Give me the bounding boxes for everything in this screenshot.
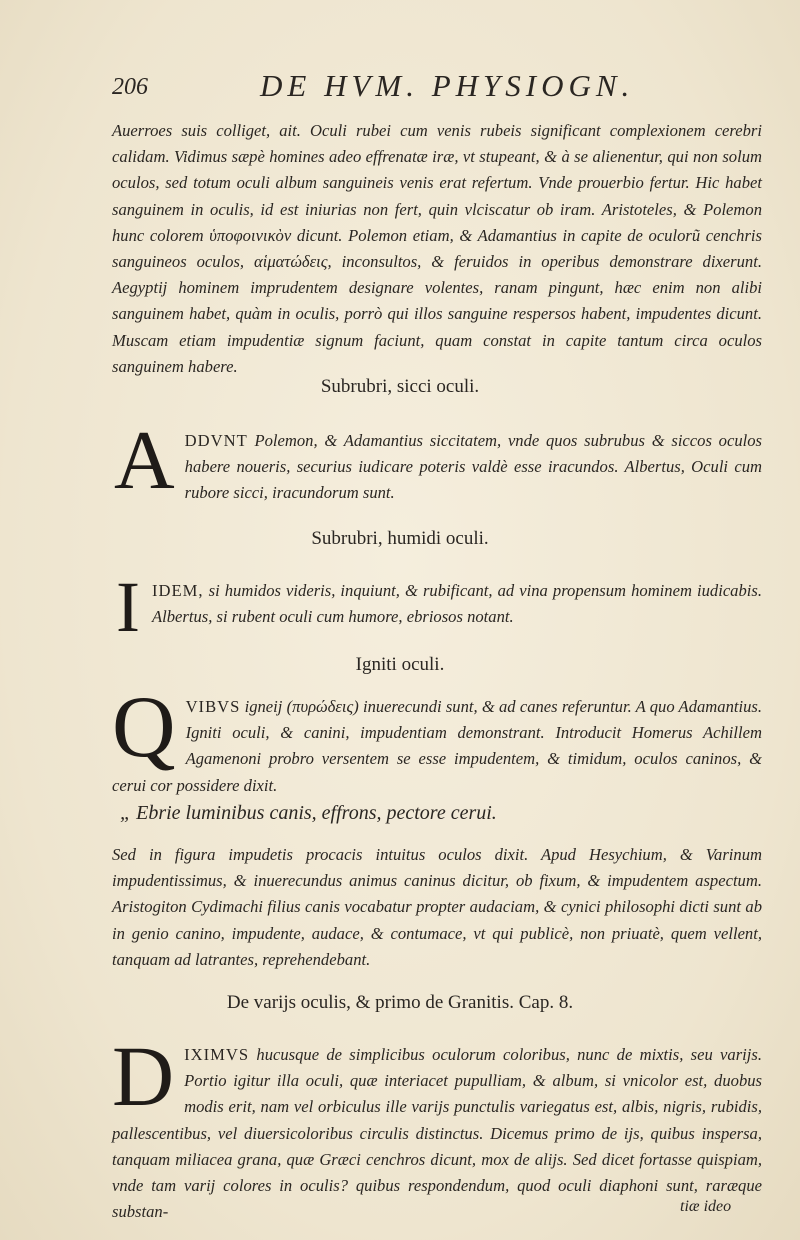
- initial-word: VIBVS: [185, 697, 241, 716]
- section-paragraph: [112, 567, 762, 647]
- section-heading: Subrubri, sicci oculi.: [320, 376, 480, 397]
- verse-quotation: „ Ebrie luminibus canis, effrons, pectore cerui.: [120, 802, 497, 824]
- drop-cap: I: [116, 567, 140, 647]
- section-paragraph: [112, 679, 762, 799]
- section-heading: Subrubri, humidi oculi.: [311, 528, 489, 549]
- section-body: si humidos videris, inquiunt, & rubificant, ad vina propensum hominem iudicabis. Albertus, si rubent oculi cum humore, ebriosos notant.: [151, 581, 762, 627]
- initial-word: IDEM,: [151, 581, 204, 600]
- page-number: 206: [112, 74, 148, 100]
- drop-cap: D: [112, 1028, 175, 1124]
- chapter-body: hucusque de simplicibus oculorum coloribus, nunc de mixtis, seu varijs. Portio igitur illa oculi, quæ interiacet pupulliam, & album, si vnicolor est, duobus modis erit, nam vel orbiculus ille varijs punctulis variegatus est, albis, nigris, rubidis, pallescentibus, vel diuersicoloribus circulis distinctus. Dicemus primo de ijs, quibus inspersa, tanquam miliacea grana, quæ Græci cenchros dicunt, mox de alijs. Sed dicet fortasse quispiam, vnde tam varij colores in oculis? quibus respondendum, quod oculi diaphoni sunt, raræque substan-: [112, 1045, 762, 1222]
- section-paragraph: [112, 414, 762, 507]
- paragraph-after-quote: Sed in figura impudetis procacis intuitus oculos dixit. Apud Hesychium, & Varinum impudentissimus, & inuerecundus animus caninus dicitur, ob fixum, & impudentem aspectum. Aristogiton Cydimachi filius canis vocabatur propter audaciam, & cynici philosophi dicti sunt ab in genio canino, impudente, audace, & contumace, vt qui publicè, non priuatè, quem vellent, tanquam ad latrantes, reprehendebant.: [112, 845, 762, 969]
- chapter-paragraph: [112, 1028, 762, 1225]
- page-header: [112, 68, 692, 108]
- section-body: Polemon, & Adamantius siccitatem, vnde quos subrubus & siccos oculos habere noueris, securius iudicare poteris valdè esse iracundos. Albertus, Oculi cum rubore sicci, iracundorum sunt.: [184, 431, 762, 503]
- initial-word: DDVNT: [184, 431, 248, 450]
- running-head: DE HVM. PHYSIOGN.: [260, 68, 635, 103]
- drop-cap: Q: [112, 679, 176, 776]
- section-heading: Igniti oculi.: [355, 654, 445, 675]
- chapter-heading: De varijs oculis, & primo de Granitis. Cap. 8.: [226, 992, 574, 1013]
- catchword: tiæ ideo: [680, 1198, 732, 1215]
- opening-paragraph: Auerroes suis colliget, ait. Oculi rubei cum venis rubeis significant complexionem cerebri calidam. Vidimus sæpè homines adeo effrenatæ iræ, vt stupeant, & à se alienentur, qui non solum oculos, sed totum oculi album sanguineis venis erat refertum. Vnde prouerbio fertur. Hic habet sanguinem in oculis, id est iniurias non fert, quin vlciscatur ob iram. Aristoteles, & Polemon hunc colorem ὑποφοινικὸν dicunt. Polemon etiam, & Adamantius in capite de oculorũ cenchris sanguineos oculos, αἱματώδεις, inconsultos, & feruidos in operibus demonstrare dixerunt. Aegyptij hominem imprudentem designare volentes, ranam pingunt, hæc enim non alibi sanguinem habet, quàm in oculis, porrò qui illos sanguine respersos habent, impudentes dicunt. Muscam etiam impudentiæ signum faciunt, quam constat in capite tantum circa oculos sanguinem habere.: [112, 121, 762, 376]
- drop-cap: A: [114, 414, 175, 507]
- section-body: igneij (πυρώδεις) inuerecundi sunt, & ad canes referuntur. A quo Adamantius. Igniti oculi, & canini, impudentiam demonstrant. Introducit Homerus Achillem Agamenoni probro versentem se esse impudentem, & timidum, oculos caninos, & cerui cor possidere dixit.: [112, 697, 762, 795]
- initial-word: IXIMVS: [184, 1045, 250, 1064]
